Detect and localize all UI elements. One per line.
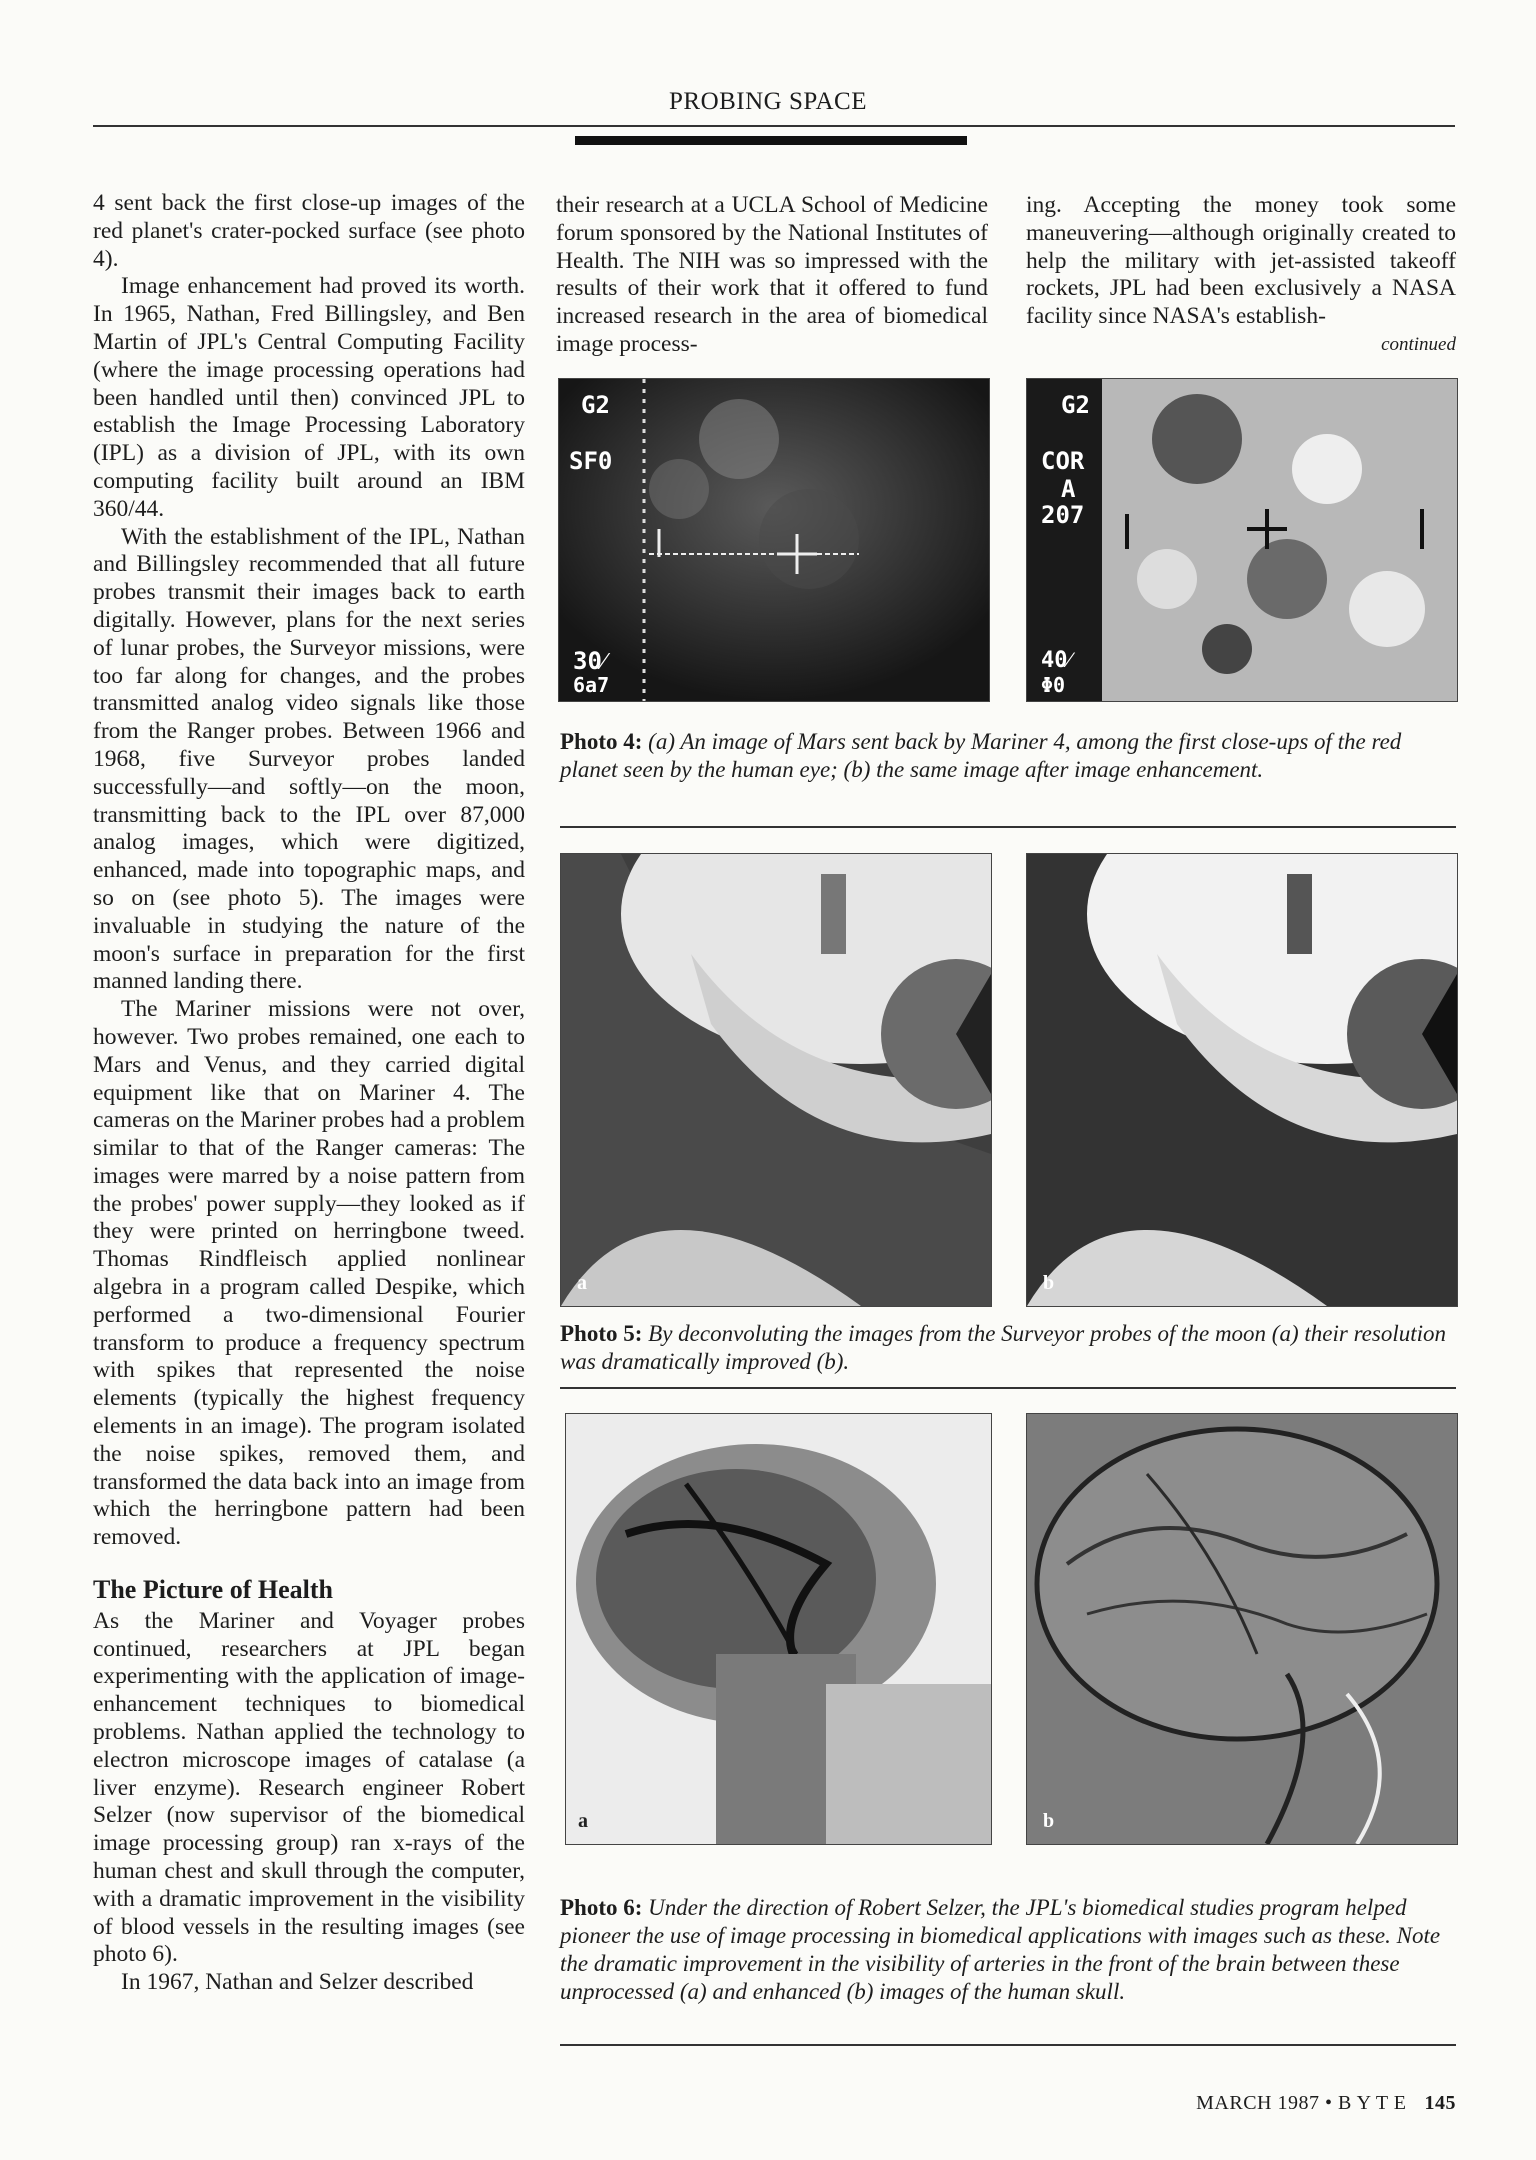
- photo-5b-surveyor-enhanced: [1026, 853, 1458, 1307]
- photo-label-a: a: [578, 1810, 588, 1832]
- photo-4-caption: [560, 728, 1450, 784]
- photo-label-a: a: [577, 1272, 587, 1294]
- header-bar: [575, 136, 967, 145]
- photo-label-b: b: [1043, 1272, 1055, 1294]
- paragraph: With the establishment of the IPL, Nathan and Billingsley recommended that all future probes transmit their images back to earth digitally. However, plans for the next series of lunar probes, the Surveyor missions, were too far along for changes, and the probes transmitted analog video signals like those from the Ranger probes. Between 1966 and 1968, five Surveyor probes landed successfully—and softly—on the moon, transmitting back to the IPL over 87,000 analog images, which were digitized, enhanced, made into topographic maps, and so on (see photo 5). The images were invaluable in studying the nature of the moon's surface in preparation for the first manned landing there.: [93, 523, 525, 995]
- paragraph: ing. Accepting the money took some maneuvering—although originally created to help the military with jet-assisted takeoff rockets, JPL had been exclusively a NASA facility since NASA's establish-: [1026, 192, 1456, 330]
- caption-text: By deconvoluting the images from the Surveyor probes of the moon (a) their resolution was dramatically improved (b).: [560, 1321, 1446, 1374]
- caption-rule: [560, 826, 1456, 828]
- paragraph: The Mariner missions were not over, however. Two probes remained, one each to Mars and Venus, and they carried digital equipment like that on Mariner 4. The cameras on the Mariner probes had a problem similar to that of the Ranger cameras: The images were marred by a noise pattern from the probes' power supply—they looked as if they were printed on herringbone tweed. Thomas Rindfleisch applied nonlinear algebra in a program called Despike, which performed a two-dimensional Fourier transform to produce a frequency spectrum with spikes that represented the noise elements (typically the highest frequency elements in an image). The program isolated the noise spikes, removed them, and transformed the data back into an image from which the herringbone pattern had been removed.: [93, 996, 525, 1551]
- page-number: 145: [1424, 2092, 1456, 2114]
- caption-text: (a) An image of Mars sent back by Mariner 4, among the first close-ups of the red planet seen by the human eye; (b) the same image after image enhancement.: [560, 729, 1402, 782]
- photo-6-caption: [560, 1894, 1450, 2006]
- overlay-code: COR: [1041, 447, 1085, 475]
- continued-note: continued: [1381, 333, 1456, 355]
- caption-rule: [560, 2044, 1456, 2046]
- photo-5a-surveyor-raw: [560, 853, 992, 1307]
- caption-label: Photo 5:: [560, 1321, 643, 1346]
- caption-label: Photo 4:: [560, 729, 643, 754]
- paragraph: 4 sent back the first close-up images of the red planet's crater-pocked surface (see photo 4).: [93, 190, 525, 272]
- issue-info: MARCH 1987 • B Y T E: [1196, 2092, 1407, 2114]
- photo-4b-mars-enhanced: [1026, 378, 1458, 702]
- overlay-code: 207: [1041, 501, 1085, 529]
- overlay-code: A: [1061, 475, 1076, 503]
- paragraph: Image enhancement had proved its worth. In 1965, Nathan, Fred Billingsley, and Ben Martin of JPL's Central Computing Facility (where the image processing operations had been handled until then) convinced JPL to establish the Image Processing Laboratory (IPL) as a division of JPL, with its own computing facility built around an IBM 360/44.: [93, 273, 525, 522]
- overlay-code: 30⁄: [573, 647, 606, 675]
- overlay-code: 40⁄: [1041, 648, 1072, 673]
- column-3: [1026, 192, 1456, 357]
- overlay-code: SF0: [569, 447, 613, 475]
- column-2: [556, 192, 988, 359]
- overlay-code: 6a7: [573, 673, 610, 697]
- paragraph: In 1967, Nathan and Selzer described: [121, 1969, 474, 1996]
- photo-4a-mars-raw: [558, 378, 990, 702]
- caption-label: Photo 6:: [560, 1895, 643, 1920]
- caption-rule: [560, 1387, 1456, 1389]
- section-heading: The Picture of Health: [93, 1575, 333, 1605]
- caption-text: Under the direction of Robert Selzer, the JPL's biomedical studies program helped pioneer the use of image processing in biomedical applications with images such as these. Note the dramatic improvement in the visibility of arteries in the front of the brain between these unprocessed (a) and enhanced (b) images of the human skull.: [560, 1895, 1441, 2004]
- overlay-code: G2: [581, 391, 610, 419]
- photo-5-caption: [560, 1320, 1450, 1376]
- running-header: PROBING SPACE: [668, 88, 867, 115]
- header-rule: [93, 125, 1455, 127]
- overlay-code: Φ0: [1041, 673, 1066, 697]
- photo-6a-skull-raw: [565, 1413, 992, 1845]
- photo-6b-skull-enhanced: [1026, 1413, 1458, 1845]
- overlay-code: G2: [1061, 391, 1090, 419]
- column-1: [93, 190, 525, 1997]
- paragraph: their research at a UCLA School of Medicine forum sponsored by the National Institutes of Health. The NIH was so impressed with the results of their work that it offered to fund increased research in the area of biomedical image process-: [556, 192, 988, 357]
- paragraph: As the Mariner and Voyager probes continued, researchers at JPL began experimenting with the application of image-enhancement techniques to biomedical problems. Nathan applied the technology to electron microscope images of catalase (a liver enzyme). Research engineer Robert Selzer (now supervisor of the biomedical image processing group) ran x-rays of the human chest and skull through the computer, with a dramatic improvement in the visibility of blood vessels in the resulting images (see photo 6).: [93, 1607, 525, 1968]
- page-footer: [1196, 2092, 1456, 2115]
- photo-label-b: b: [1043, 1810, 1055, 1832]
